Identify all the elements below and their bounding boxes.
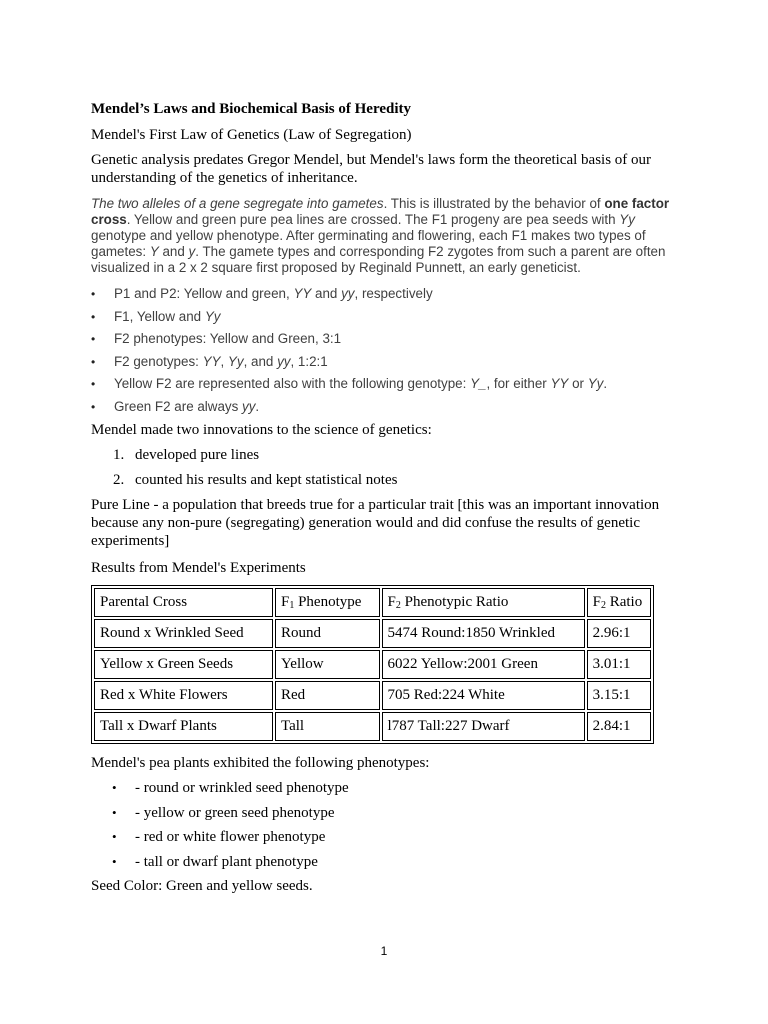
seed-color-line: Seed Color: Green and yellow seeds. (91, 878, 313, 894)
list-item: • - round or wrinkled seed phenotype (91, 779, 671, 797)
section-heading: Mendel's First Law of Genetics (Law of Segregation) (91, 127, 412, 143)
table-cell: 2.84:1 (587, 712, 651, 741)
header-cell: $F_2$ Ratio (587, 588, 651, 617)
header-cell: $F_2$ Phenotypic Ratio (382, 588, 585, 617)
table-row (94, 681, 651, 710)
phenotypes-list (91, 779, 671, 871)
list-item: • F2 phenotypes: Yellow and Green, 3:1 (91, 331, 671, 347)
bold-term: one factor cross (91, 196, 670, 227)
results-heading: Results from Mendel's Experiments (91, 560, 306, 576)
list-item: • Yellow F2 are represented also with the following genotype: Y_, for either YY or Yy. (91, 376, 671, 392)
table-row (94, 650, 651, 679)
table-cell: 3.01:1 (587, 650, 651, 679)
phenotypes-intro: Mendel's pea plants exhibited the following phenotypes: (91, 755, 430, 771)
pure-line-paragraph: Pure Line - a population that breeds true for a particular trait [this was an important innovation because any non-pure (segregating) generation would and did confuse the results of genetic experiments] (91, 497, 660, 549)
header-cell: $F_1$ Phenotype (275, 588, 380, 617)
table-cell: 705 Red:224 White (382, 681, 585, 710)
table-cell: Red (275, 681, 380, 710)
list-item: • F1, Yellow and Yy (91, 309, 671, 325)
table-cell: Tall x Dwarf Plants (94, 712, 273, 741)
document-page (91, 98, 671, 895)
table-cell: 6022 Yellow:2001 Green (382, 650, 585, 679)
table-row (94, 712, 651, 741)
intro-paragraph: Genetic analysis predates Gregor Mendel, but Mendel's laws form the theoretical basis of our understanding of the genetics of inheritance. (91, 152, 652, 186)
table-cell: l787 Tall:227 Dwarf (382, 712, 585, 741)
list-item: • Green F2 are always yy. (91, 399, 671, 415)
list-item: • - red or white flower phenotype (91, 828, 671, 846)
cross-bullet-list (91, 286, 671, 415)
innovations-list (91, 446, 671, 489)
list-item: 2. counted his results and kept statistical notes (113, 472, 398, 488)
table-cell: Round x Wrinkled Seed (94, 619, 273, 648)
table-header-row (94, 588, 651, 617)
table-cell: Round (275, 619, 380, 648)
results-table (91, 585, 654, 744)
header-cell: Parental Cross (94, 588, 273, 617)
page-number: 1 (380, 944, 388, 958)
innovations-intro: Mendel made two innovations to the science of genetics: (91, 422, 432, 438)
list-item: • - yellow or green seed phenotype (91, 804, 671, 822)
table-cell: Red x White Flowers (94, 681, 273, 710)
table-cell: Tall (275, 712, 380, 741)
list-item: • - tall or dwarf plant phenotype (91, 853, 671, 871)
list-item: • F2 genotypes: YY, Yy, and yy, 1:2:1 (91, 354, 671, 370)
table-cell: 2.96:1 (587, 619, 651, 648)
table-cell: Yellow (275, 650, 380, 679)
list-item: • P1 and P2: Yellow and green, YY and yy, respectively (91, 286, 671, 302)
list-item: 1. developed pure lines (113, 447, 260, 463)
document-title: Mendel’s Laws and Biochemical Basis of Heredity (91, 101, 411, 117)
segregation-paragraph: The two alleles of a gene segregate into gametes. This is illustrated by the behavior of one factor cross. Yellow and green pure pea lines are crossed. The F1 progeny are pea seeds with Yy genotype and yellow phenotype. After germinating and flowering, each F1 makes two types of gametes: Y and y. The gamete types and corresponding F2 zygotes from such a parent are often visualized in a 2 x 2 square first proposed by Reginald Punnett, an early geneticist. (91, 196, 670, 275)
table-cell: 3.15:1 (587, 681, 651, 710)
table-cell: Yellow x Green Seeds (94, 650, 273, 679)
table-cell: 5474 Round:1850 Wrinkled (382, 619, 585, 648)
italic-lead: The two alleles of a gene segregate into gametes (91, 196, 384, 211)
table-row (94, 619, 651, 648)
